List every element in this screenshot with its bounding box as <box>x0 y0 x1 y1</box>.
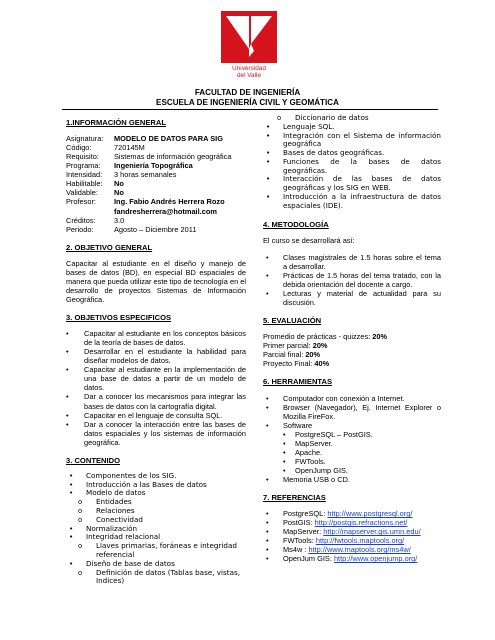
herramientas-list <box>263 394 441 430</box>
list-item-label: Modelo de datos <box>86 488 146 498</box>
info-value: Ing. Fabio Andrés Herrera Rozo <box>114 197 225 207</box>
logo-line2: del Valle <box>236 72 262 80</box>
list-item-label: Normalización <box>86 523 138 533</box>
evaluation-value: 20% <box>312 341 328 351</box>
info-key: Intensidad: <box>66 170 103 180</box>
list-item-label: Componentes de los SIG. <box>86 470 177 480</box>
reference-item <box>263 509 441 518</box>
info-value: Sistemas de información geográfica <box>114 152 232 162</box>
sub-list-item: o Entidades <box>46 498 246 507</box>
list-item: • Lenguaje SQL. <box>263 123 441 132</box>
right-column <box>263 114 441 563</box>
info-value: fandresherrera@hotmail.com <box>114 206 217 216</box>
herramientas-last <box>263 475 441 484</box>
list-item: • Apache. <box>263 448 441 457</box>
info-row <box>66 152 246 161</box>
list-item: • Software <box>263 421 441 430</box>
section-title-contenido: 3. CONTENIDO <box>66 455 121 465</box>
contenido-list <box>66 472 246 586</box>
info-row <box>66 179 246 188</box>
metodologia-list <box>263 253 441 307</box>
info-value: 3.0 <box>114 215 125 225</box>
logo-mark <box>221 11 277 63</box>
info-key: Periodo: <box>66 224 94 234</box>
info-value: No <box>114 179 124 189</box>
info-key: Asignatura: <box>66 134 104 144</box>
list-item-label: Integridad relacional <box>86 532 161 542</box>
list-item: • Integración con el Sistema de información geográfica <box>263 132 441 150</box>
reference-item <box>263 536 441 545</box>
school-heading: ESCUELA DE INGENIERÍA CIVIL Y GEOMÁTICA <box>156 98 339 107</box>
objetivo-text: Capacitar al estudiante en el diseño y manejo de bases de datos (BD), en especial BD espaciales de manera que pueda utilizar este tipo de tecnología en el desarrollo de proyectos Sistemas de Información Geográfica. <box>66 258 246 304</box>
section-title-especificos: 3. OBJETIVOS ESPECIFICOS <box>66 313 172 322</box>
logo-v-icon <box>221 11 277 63</box>
list-item: • Capacitar al estudiante en la implementación de una base de datos a partir de un modelo de datos. <box>66 365 246 392</box>
list-item: o Diccionario de datos <box>245 114 441 123</box>
sub-list <box>46 498 246 524</box>
referencias-list <box>263 509 441 563</box>
list-item: • Dar a conocer la interacción entre las bases de datos espaciales y los sistemas de información geográfica. <box>66 420 246 447</box>
list-item: • OpenJump GIS. <box>263 466 441 475</box>
evaluation-row <box>263 350 441 359</box>
especificos-list <box>66 329 246 446</box>
info-row <box>66 197 246 206</box>
reference-item <box>263 527 441 536</box>
info-key: Créditos: <box>66 215 96 225</box>
university-logo <box>221 11 277 83</box>
list-item: • Computador con conexión a Internet. <box>263 394 441 403</box>
software-list <box>263 430 441 475</box>
section-title-referencias: 7. REFERENCIAS <box>263 493 326 502</box>
info-row <box>66 134 246 143</box>
reference-label: MapServer: <box>283 527 324 537</box>
list-item: • MapServer. <box>263 439 441 448</box>
list-item: • Dar a conocer los mecanismos para integrar las bases de datos con la cartografía digital. <box>66 392 246 410</box>
list-item: • Memoria USB o CD. <box>263 475 441 484</box>
evaluation-row <box>263 332 441 341</box>
metodologia-intro: El curso se desarrollará así: <box>263 235 355 245</box>
list-item-label: Introducción a las Bases de datos <box>86 479 207 489</box>
reference-link[interactable]: http://postgis.refractions.net/ <box>314 518 408 528</box>
faculty-heading: FACULTAD DE INGENIERÍA <box>194 88 301 97</box>
evaluation-label: Proyecto Final: <box>263 359 315 369</box>
list-item: • Clases magistrales de 1.5 horas sobre el tema a desarrollar. <box>263 253 441 271</box>
list-item: • Capacitar en el lenguaje de consulta SQL. <box>66 411 246 420</box>
header-divider <box>62 109 438 110</box>
list-item: • Browser (Navegador), Ej. Internet Explorer o Mozilla FireFox. <box>263 403 441 421</box>
list-item: • Lecturas y material de actualidad para su discusión. <box>263 289 441 307</box>
evaluation-row <box>263 341 441 350</box>
list-item: • Interacción de las bases de datos geográficas y los SIG en WEB. <box>263 175 441 193</box>
list-item: • Bases de datos geográficas. <box>263 149 441 158</box>
reference-item <box>263 545 441 554</box>
reference-item <box>263 518 441 527</box>
info-value: 720145M <box>114 143 145 153</box>
list-item: • Introducción a la infraestructura de datos espaciales (IDE). <box>263 193 441 211</box>
info-value: Ingeniería Topográfica <box>114 161 193 171</box>
logo-text <box>221 65 277 80</box>
reference-link[interactable]: http://mapserver.gis.umn.edu/ <box>323 527 421 537</box>
info-row <box>66 188 246 197</box>
section-title-info: 1.INFORMACIÓN GENERAL <box>66 118 166 127</box>
info-key: Programa: <box>66 161 101 171</box>
list-item: • PostgreSQL – PostGIS. <box>263 430 441 439</box>
sub-list-item: o Llaves primarias, foráneas e integridad referencial <box>46 542 246 560</box>
sub-list-item: o Definición de datos (Tablas base, vistas, Indices) <box>46 569 246 587</box>
reference-label: PostgreSQL: <box>283 509 328 519</box>
sub-list-item: o Relaciones <box>46 507 246 516</box>
reference-link[interactable]: http://fwtools.maptools.org/ <box>315 536 405 546</box>
evaluation-value: 20% <box>305 350 321 360</box>
info-value: No <box>114 188 124 198</box>
sub-list <box>46 542 246 560</box>
info-key: Profesor: <box>66 197 96 207</box>
info-row <box>66 225 246 234</box>
info-key <box>66 207 114 216</box>
info-key: Código: <box>66 143 92 153</box>
contenido-continued-sub <box>245 114 441 123</box>
sub-list-item: o Conectividad <box>46 516 246 525</box>
reference-link[interactable]: http://www.postgresql.org/ <box>327 509 413 519</box>
info-value: 3 horas semanales <box>114 170 177 180</box>
info-row <box>66 143 246 152</box>
info-key: Habilitable: <box>66 179 103 189</box>
list-item: • Prácticas de 1.5 horas del tema tratado, con la debida orientación del docente a cargo. <box>263 271 441 289</box>
info-row <box>66 170 246 179</box>
evaluation-label: Parcial final: <box>263 350 306 360</box>
reference-label: PostGIS: <box>283 518 315 528</box>
evaluation-label: Primer parcial: <box>263 341 313 351</box>
section-title-objetivo: 2. OBJETIVO GENERAL <box>66 242 153 252</box>
reference-item <box>263 554 441 563</box>
info-key: Validable: <box>66 188 98 198</box>
info-row <box>66 216 246 225</box>
info-key: Requisito: <box>66 152 99 162</box>
evaluation-value: 20% <box>372 332 388 342</box>
logo-line1: Universidad <box>232 65 266 72</box>
section-title-metodologia: 4. METODOLOGÍA <box>263 219 329 229</box>
info-value: MODELO DE DATOS PARA SIG <box>114 134 223 144</box>
section-title-evaluacion: 5. EVALUACIÓN <box>263 316 322 326</box>
reference-label: FWTools: <box>283 536 316 546</box>
reference-link[interactable]: http://www.maptools.org/ms4w/ <box>308 545 411 555</box>
list-item: • Capacitar al estudiante en los conceptos básicos de la teoría de bases de datos. <box>66 329 246 347</box>
list-item: • FWTools. <box>263 457 441 466</box>
evaluation-label: Promedio de prácticas - quizzes: <box>263 332 373 342</box>
evaluacion-list <box>263 332 441 368</box>
reference-link[interactable]: http://www.openjump.org/ <box>333 554 418 564</box>
section-title-herramientas: 6. HERRAMIENTAS <box>263 377 333 387</box>
info-row <box>66 207 246 216</box>
sub-list <box>46 569 246 587</box>
left-column <box>66 115 246 586</box>
list-item: • Desarrollar en el estudiante la habilidad para diseñar modelos de datos. <box>66 347 246 365</box>
info-table <box>66 134 246 233</box>
reference-label: Ms4w : <box>283 545 309 555</box>
reference-label: OpenJum GIS: <box>283 554 334 564</box>
evaluation-value: 40% <box>314 359 330 369</box>
list-item: • Funciones de la bases de datos geográficas. <box>263 158 441 176</box>
info-row <box>66 161 246 170</box>
list-item-label: Diseño de base de datos <box>86 558 175 568</box>
list-item <box>66 489 246 498</box>
evaluation-row <box>263 359 441 368</box>
info-value: Agosto – Diciembre 2011 <box>114 224 197 234</box>
contenido-continued-list <box>263 123 441 211</box>
